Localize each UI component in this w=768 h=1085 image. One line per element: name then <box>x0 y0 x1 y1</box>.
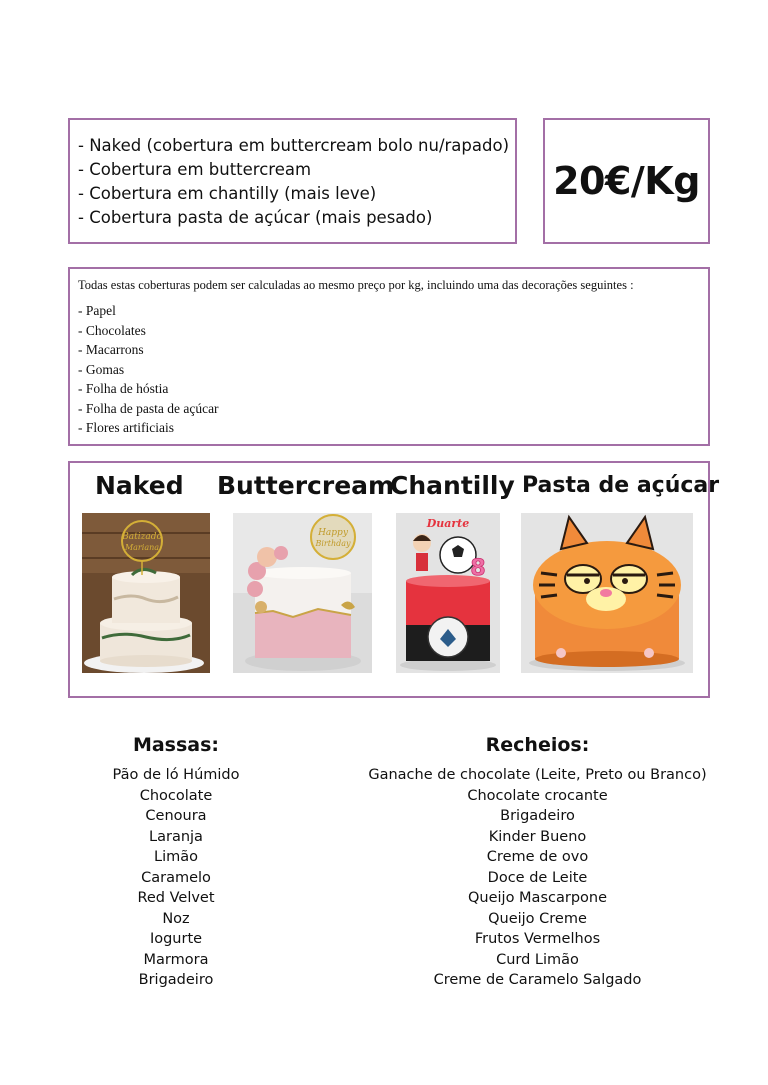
recheio-item: Frutos Vermelhos <box>474 931 601 947</box>
style-title-naked: Naked <box>95 471 184 500</box>
covering-item: - Cobertura pasta de açúcar (mais pesado) <box>78 208 433 227</box>
recheio-item: Ganache de chocolate (Leite, Preto ou Branco) <box>368 767 707 783</box>
cake-styles-box <box>68 461 720 698</box>
decoration-item: - Papel <box>78 303 116 318</box>
massa-item: Pão de ló Húmido <box>112 767 240 783</box>
decoration-item: - Flores artificiais <box>78 420 174 435</box>
recheios-title: Recheios: <box>485 734 590 756</box>
decoration-item: - Folha de hóstia <box>78 381 169 396</box>
massa-item: Chocolate <box>139 787 213 804</box>
covering-item: - Naked (cobertura em buttercream bolo nu/rapado) <box>78 136 510 155</box>
recheio-item: Queijo Creme <box>488 910 587 927</box>
recheio-item: Creme de Caramelo Salgado <box>433 972 642 988</box>
massa-item: Noz <box>162 910 190 927</box>
covering-item: - Cobertura em buttercream <box>78 160 312 179</box>
massa-item: Iogurte <box>149 931 203 947</box>
svg-text:Happy: Happy <box>318 528 348 538</box>
svg-text:Duarte: Duarte <box>426 517 470 530</box>
svg-text:8: 8 <box>470 556 486 581</box>
massas-section <box>86 733 266 991</box>
covering-types-box <box>68 118 517 244</box>
recheio-item: Doce de Leite <box>487 869 588 886</box>
massa-item: Laranja <box>149 828 203 845</box>
recheio-item: Curd Limão <box>496 951 579 968</box>
decorations-intro: Todas estas coberturas podem ser calculadas ao mesmo preço por kg, incluindo uma das decorações seguintes : <box>78 278 634 292</box>
recheio-item: Brigadeiro <box>500 808 575 824</box>
style-title-pasta-de-acucar: Pasta de açúcar <box>522 473 720 498</box>
price-per-kg: 20€/Kg <box>553 159 700 203</box>
massa-item: Marmora <box>143 951 209 968</box>
massas-title: Massas: <box>132 734 220 756</box>
decoration-item: - Gomas <box>78 361 125 377</box>
massa-item: Brigadeiro <box>138 972 214 988</box>
chantilly-cake-photo <box>396 513 500 673</box>
naked-cake-photo <box>82 513 210 673</box>
price-box <box>543 118 710 244</box>
style-title-chantilly: Chantilly <box>390 471 515 500</box>
decoration-item: - Folha de pasta de açúcar <box>78 400 219 416</box>
buttercream-cake-photo <box>233 513 372 673</box>
massa-item: Red Velvet <box>137 890 215 906</box>
decoration-item: - Chocolates <box>78 322 146 338</box>
massa-item: Caramelo <box>141 869 211 886</box>
massa-item: Limão <box>154 849 198 865</box>
recheio-item: Chocolate crocante <box>467 787 608 804</box>
recheio-item: Queijo Mascarpone <box>467 890 608 906</box>
recheios-section <box>345 733 730 991</box>
covering-item: - Cobertura em chantilly (mais leve) <box>78 184 377 203</box>
garfield-cake-photo <box>521 513 693 673</box>
recheio-item: Kinder Bueno <box>488 828 587 845</box>
style-title-buttercream: Buttercream <box>217 471 395 500</box>
svg-text:Batizado: Batizado <box>122 532 162 542</box>
decoration-item: - Macarrons <box>78 342 144 357</box>
massa-item: Cenoura <box>145 808 207 824</box>
recheio-item: Creme de ovo <box>486 849 589 865</box>
svg-text:Mariana: Mariana <box>124 543 160 552</box>
decorations-box <box>68 267 710 446</box>
svg-text:Birthday: Birthday <box>315 539 351 548</box>
